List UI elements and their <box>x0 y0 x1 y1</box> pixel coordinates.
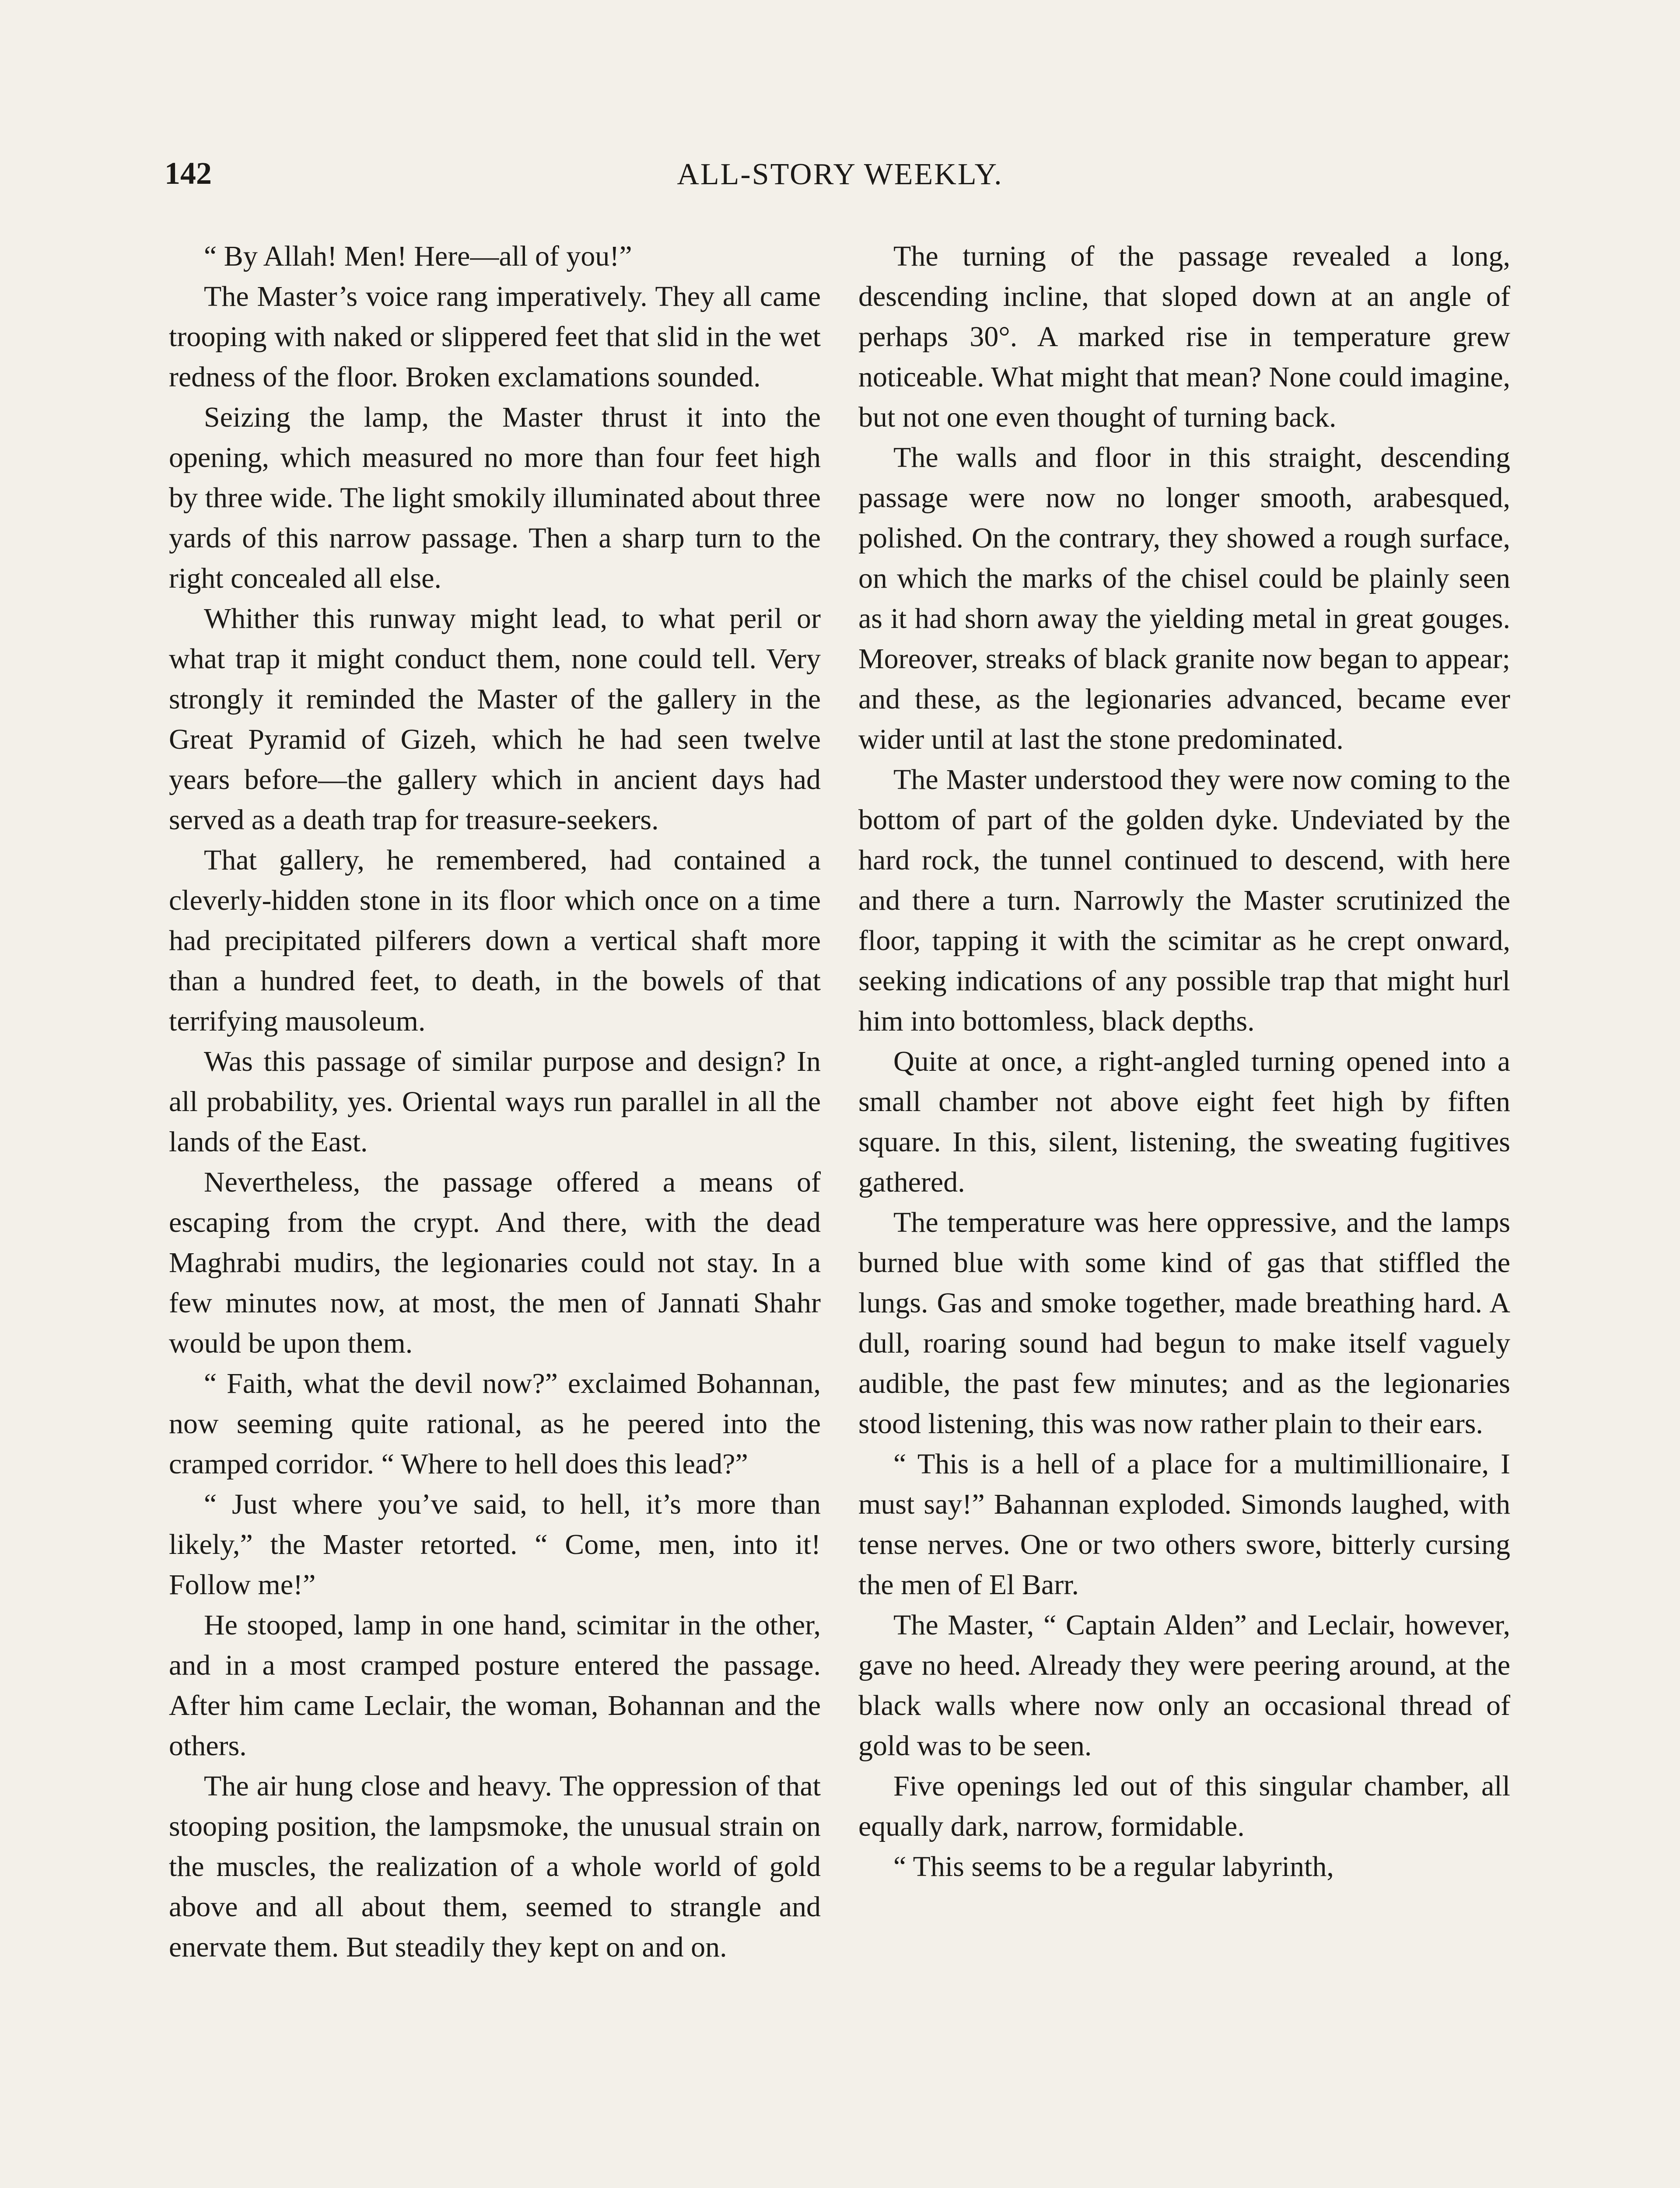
paragraph: Was this passage of similar purpose and design? In all probability, yes. Oriental ways run parallel in all the lands of the East. <box>169 1045 821 1158</box>
left-column <box>169 236 821 1967</box>
paragraph: The air hung close and heavy. The oppression of that stooping position, the lampsmoke, the unusual strain on the muscles, the realization of a whole world of gold above and all about them, seemed to strangle and enervate them. But steadily they kept on and on. <box>169 1770 821 1963</box>
page-number: 142 <box>164 156 212 191</box>
paragraph: “ This seems to be a regular labyrinth, <box>893 1851 1334 1883</box>
paragraph: The Master, “ Captain Alden” and Leclair, however, gave no heed. Already they were peering around, at the black walls where now only an occasional thread of gold was to be seen. <box>858 1609 1510 1762</box>
paragraph: Nevertheless, the passage offered a means of escaping from the crypt. And there, with the dead Maghrabi mudirs, the legionaries could not stay. In a few minutes now, at most, the men of Jannati Shahr would be upon them. <box>169 1166 821 1359</box>
paragraph: The temperature was here oppressive, and the lamps burned blue with some kind of gas that stiffled the lungs. Gas and smoke together, made breathing hard. A dull, roaring sound had begun to make itself vaguely audible, the past few minutes; and as the legionaries stood listening, this was now rather plain to their ears. <box>858 1206 1510 1440</box>
paragraph: “ Just where you’ve said, to hell, it’s more than likely,” the Master retorted. “ Come, men, into it! Follow me!” <box>169 1488 821 1601</box>
paragraph: Whither this runway might lead, to what peril or what trap it might conduct them, none could tell. Very strongly it reminded the Master of the gallery in the Great Pyramid of Gizeh, which he had seen twelve years before—the gallery which in ancient days had served as a death trap for treasure-seekers. <box>169 603 821 836</box>
running-title: ALL-STORY WEEKLY. <box>677 158 1003 191</box>
paragraph: Quite at once, a right-angled turning opened into a small chamber not above eight feet high by fiften square. In this, silent, listening, the sweating fugitives gathered. <box>858 1045 1510 1198</box>
paragraph: The Master’s voice rang imperatively. They all came trooping with naked or slippered feet that slid in the wet redness of the floor. Broken exclamations sounded. <box>169 281 821 393</box>
paragraph: He stooped, lamp in one hand, scimitar in the other, and in a most cramped posture entered the passage. After him came Leclair, the woman, Bohannan and the others. <box>169 1609 821 1762</box>
right-column <box>858 236 1510 1887</box>
paragraph: Seizing the lamp, the Master thrust it into the opening, which measured no more than four feet high by three wide. The light smokily illuminated about three yards of this narrow passage. Then a sharp turn to the right concealed all else. <box>169 401 821 594</box>
paragraph: That gallery, he remembered, had contained a cleverly-hidden stone in its floor which once on a time had precipitated pilferers down a vertical shaft more than a hundred feet, to death, in the bowels of that terrifying mausoleum. <box>169 844 821 1037</box>
paragraph: The walls and floor in this straight, descending passage were now no longer smooth, arabesqued, polished. On the contrary, they showed a rough surface, on which the marks of the chisel could be plainly seen as it had shorn away the yielding metal in great gouges. Moreover, streaks of black granite now began to appear; and these, as the legionaries advanced, became ever wider until at last the stone predominated. <box>858 442 1510 755</box>
paragraph: “ By Allah! Men! Here—all of you!” <box>204 240 632 272</box>
paragraph: The turning of the passage revealed a long, descending incline, that sloped down at an angle of perhaps 30°. A marked rise in temperature grew noticeable. What might that mean? None could imagine, but not one even thought of turning back. <box>858 240 1510 433</box>
paragraph: “ This is a hell of a place for a multimillionaire, I must say!” Bahannan exploded. Simonds laughed, with tense nerves. One or two others swore, bitterly cursing the men of El Barr. <box>858 1448 1510 1601</box>
paragraph: Five openings led out of this singular chamber, all equally dark, narrow, formidable. <box>858 1770 1510 1842</box>
paragraph: The Master understood they were now coming to the bottom of part of the golden dyke. Undeviated by the hard rock, the tunnel continued to descend, with here and there a turn. Narrowly the Master scrutinized the floor, tapping it with the scimitar as he crept onward, seeking indications of any possible trap that might hurl him into bottomless, black depths. <box>858 764 1510 1037</box>
paragraph: “ Faith, what the devil now?” exclaimed Bohannan, now seeming quite rational, as he peered into the cramped corridor. “ Where to hell does this lead?” <box>169 1368 821 1480</box>
